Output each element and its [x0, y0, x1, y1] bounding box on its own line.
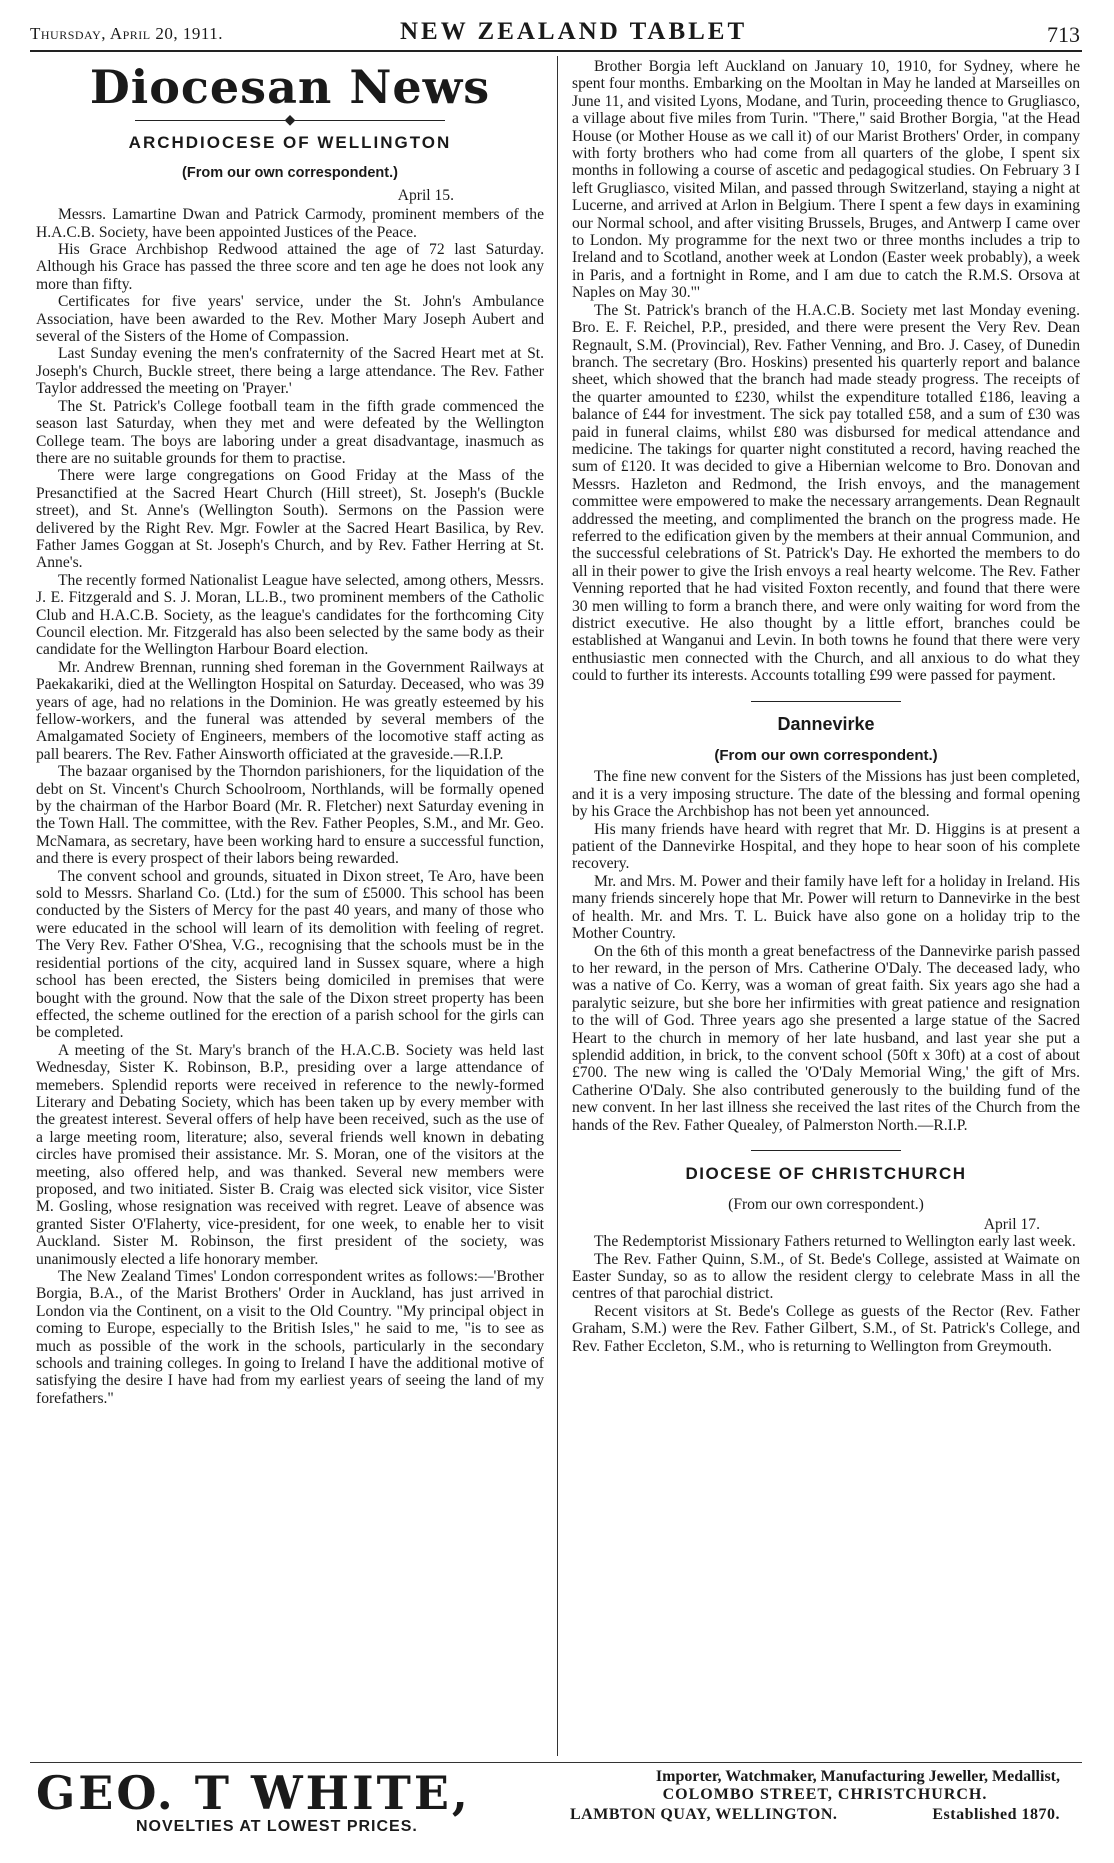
article-paragraph: The St. Patrick's College football team in the fifth grade commenced the season last Saturday, when they met and were defeated by the Wellington College team. The boys are laboring under a great disadvantage, inasmuch as there are no suitable grounds for them to practise.: [36, 397, 544, 467]
advert-address-wellington: [570, 1806, 1080, 1824]
advert-wellington-address: LAMBTON QUAY, WELLINGTON.: [570, 1806, 838, 1823]
article-paragraph: Last Sunday evening the men's confraternity of the Sacred Heart met at St. Joseph's Church, Buckle street, there being a large attendance. The Rev. Father Taylor addressed the meeting on 'Prayer.': [36, 345, 544, 398]
advert-tagline: NOVELTIES AT LOWEST PRICES.: [136, 1818, 418, 1835]
advert-name: GEO. T WHITE,: [36, 1766, 471, 1820]
article-paragraph: Messrs. Lamartine Dwan and Patrick Carmody, prominent members of the H.A.C.B. Society, have been appointed Justices of the Peace.: [36, 206, 544, 241]
advert-address-block: [570, 1768, 1080, 1824]
article-paragraph: Brother Borgia left Auckland on January 10, 1910, for Sydney, where he spent four months. Embarking on the Mooltan in May he landed at Marseilles on June 11, and visited Lyons, Modane, and Turin, proceeding thence to Grugliasco, a village about five miles from Turin. "There," said Brother Borgia, "at the Head House (or Mother House as we call it) of our Marist Brothers' Order, in company with forty brothers who had come from all quarters of the globe, I spent six months in following a course of ascetic and pedagogical studies. On February 3 I left Grugliasco, visited Milan, and passed through Switzerland, staying a night at Lucerne, and arrived at Arlon in Belgium. There I spent a few days in examining our Normal school, and after visiting Brussels, Bruges, and Antwerp I came over to London. My programme for the next two or three months includes a trip to Ireland and to Scotland, another week at London (Easter week probably), a week in Paris, and a fortnight in Rome, and I am due to catch the R.M.S. Orsova at Naples on May 30."': [572, 58, 1080, 302]
column-rule: [557, 56, 558, 1756]
header-rule: [30, 50, 1082, 52]
page-number: 713: [1047, 22, 1080, 47]
masthead-title: Diocesan News: [89, 60, 491, 114]
article-paragraph: The bazaar organised by the Thorndon parishioners, for the liquidation of the debt on St. Vincent's Church Schoolroom, Northlands, will be formally opened by the chairman of the Harbor Board (Mr. R. Fletcher) next Saturday evening in the Town Hall. The committee, with the Rev. Father Peoples, S.M., and Mr. Geo. McNamara, as secretary, have been working hard to ensure a successful function, and there is every prospect of their labors being rewarded.: [36, 763, 544, 868]
left-column: [36, 58, 544, 1748]
section-title-dannevirke: Dannevirke: [777, 713, 875, 734]
section-divider: [751, 701, 901, 702]
page-header: [30, 18, 1080, 48]
section-divider: [751, 1150, 901, 1151]
article-paragraph: Mr. Andrew Brennan, running shed foreman in the Government Railways at Paekakariki, died at the Wellington Hospital on Saturday. Deceased, who was 39 years of age, had no relations in the Dominion. He was greatly esteemed by his fellow-workers, and the funeral was attended by several members of the Amalgamated Society of Engineers, members of the locomotive staff acting as pall bearers. The Rev. Father Ainsworth officiated at the graveside.—R.I.P.: [36, 658, 544, 763]
article-paragraph: The recently formed Nationalist League have selected, among others, Messrs. J. E. Fitzgerald and S. J. Moran, LL.B., two prominent members of the Catholic Club and H.A.C.B. Society, as the league's candidates for the forthcoming City Council election. Mr. Fitzgerald has also been selected by the same body as their candidate for the Wellington Harbour Board election.: [36, 571, 544, 659]
article-paragraph: The New Zealand Times' London correspondent writes as follows:—'Brother Borgia, B.A., of the Marist Brothers' Order in Auckland, has just arrived in London via the Continent, on a visit to the Old Country. "My principal object in coming to Europe, especially to the British Isles," he said to me, "is to see as much as possible of the work in the schools, particularly in the secondary schools and training colleges. In going to Ireland I have the additional motive of satisfying the desire I have had from my earliest years of seeing the land of my forefathers.": [36, 1268, 544, 1407]
advert-name-block: [36, 1768, 536, 1836]
article-paragraph: Certificates for five years' service, under the St. John's Ambulance Association, have been awarded to the Rev. Mother Mary Joseph Aubert and several of the Sisters of the Home of Compassion.: [36, 293, 544, 346]
header-date: Thursday, April 20, 1911.: [30, 24, 224, 43]
article-paragraph: The convent school and grounds, situated in Dixon street, Te Aro, have been sold to Messrs. Sharland Co. (Ltd.) for the sum of £5000. This school has been conducted by the Sisters of Mercy for the past 40 years, and many of those who were educated in the school will learn of its demolition with feeling of regret. The Very Rev. Father O'Shea, V.G., recognising that the schools must be in the residential portions of the city, acquired land in Sussex square, where a high school has been erected, the Sisters being domiciled in premises that were bought with the ground. Now that the sale of the Dixon street property has been effected, the scheme outlined for the erection of a parish school for the girls can be completed.: [36, 867, 544, 1042]
article-paragraph: The St. Patrick's branch of the H.A.C.B. Society met last Monday evening. Bro. E. F. Reichel, P.P., presided, and there were present the Very Rev. Dean Regnault, S.M. (Provincial), Rev. Father Venning, and Bro. J. Casey, of Dunedin branch. The secretary (Bro. Hoskins) presented his quarterly report and balance sheet, which showed that the branch had made steady progress. The receipts of the quarter amounted to £230, whilst the expenditure totalled £186, leaving a balance of £44 for investment. The sick pay totalled £58, and a sum of £30 was paid in funeral claims, whilst £80 was disbursed for medical attendance and medicine. The takings for quarter night constituted a record, having reached the sum of £120. It was decided to give a Hibernian welcome to Bro. Donovan and Messrs. Hazleton and Redmond, the Irish envoys, and the management committee were empowered to make the necessary arrangements. Dean Regnault addressed the meeting, and complimented the branch on the progress made. He referred to the edification given by the members at their annual Communion, and the successful celebrations of St. Patrick's Day. He exhorted the members to do all in their power to give the Irish envoys a real hearty welcome. The Rev. Father Venning reported that he had visited Foxton recently, and found that there were 30 men willing to form a branch there, and were only waiting for word from the district executive. He also thought by a little effort, branches could be established at Wanganui and Levin. In both towns he found that there were very enthusiastic men connected with the Church, and all anxious to do what they could to further its interests. Accounts totalling £99 were passed for payment.: [572, 301, 1080, 685]
header-title: NEW ZEALAND TABLET: [400, 18, 748, 45]
article-paragraph: The Rev. Father Quinn, S.M., of St. Bede's College, assisted at Waimate on Easter Sunday, so as to allow the resident clergy to celebrate Mass in all the centres of that parochial district.: [572, 1250, 1080, 1303]
right-column: [572, 58, 1080, 1748]
article-paragraph: On the 6th of this month a great benefactress of the Dannevirke parish passed to her reward, in the person of Mrs. Catherine O'Daly. The deceased lady, who was a native of Co. Kerry, was a woman of great faith. Six years ago she had a paralytic seizure, but she bore her infirmities with great patience and resignation to the will of God. Three years ago she presented a large statue of the Sacred Heart to the church in memory of her late husband, and last year she put a splendid addition, in brick, to the convent school (50ft x 30ft) at a cost of about £700. The new wing is called the 'O'Daly Memorial Wing,' the gift of Mrs. Catherine O'Daly. She also contributed generously to the building fund of the new convent. In her last illness she received the last rites of the Church from the hands of the Rev. Father Quealey, of Palmerston North.—R.I.P.: [572, 942, 1080, 1134]
advert-address-christchurch: COLOMBO STREET, CHRISTCHURCH.: [662, 1786, 988, 1803]
advert-established: Established 1870.: [932, 1806, 1060, 1823]
correspondent-note: (From our own correspondent.): [728, 1196, 924, 1214]
article-paragraph: The fine new convent for the Sisters of the Missions has just been completed, and it is a very imposing structure. The date of the blessing and formal opening by his Grace the Archbishop has not been yet announced.: [572, 768, 1080, 821]
dateline: April 15.: [397, 186, 454, 204]
article-paragraph: A meeting of the St. Mary's branch of the H.A.C.B. Society was held last Wednesday, Sister K. Robinson, B.P., presiding over a large attendance of memebers. Splendid reports were received in reference to the newly-formed Literary and Debating Society, which has been taken up by every member with the greatest interest. Several offers of help have been received, such as the use of a large meeting room, literature; also, several friends well known in debating circles have promised their assistance. Mr. S. Moran, one of the visitors at the meeting, also offered help, and was thanked. Several new members were proposed, and two initiated. Sister B. Craig was elected sick visitor, vice Sister M. Gosling, whose resignation was received with regret. Leave of absence was granted Sister O'Flaherty, vice-president, for one week, to enable her to visit Auckland. Sister M. Robinson, the first president of the society, was unanimously elected a life honorary member.: [36, 1041, 544, 1268]
section-title-christchurch: DIOCESE OF CHRISTCHURCH: [685, 1163, 967, 1183]
footer-rule: [30, 1762, 1082, 1763]
correspondent-note: (From our own correspondent.): [714, 747, 938, 765]
article-paragraph: Recent visitors at St. Bede's College as guests of the Rector (Rev. Father Graham, S.M.) were the Rev. Father Gilbert, S.M., of St. Patrick's College, and Rev. Father Eccleton, S.M., who is returning to Wellington from Greymouth.: [572, 1302, 1080, 1355]
ornament-divider: ◆: [36, 114, 544, 128]
article-paragraph: There were large congregations on Good Friday at the Mass of the Presanctified at the Sacred Heart Church (Hill street), St. Joseph's (Buckle street), and St. Anne's (Wellington South). Sermons on the Passion were delivered by the Right Rev. Mgr. Fowler at the Sacred Heart Basilica, by Rev. Father James Goggan at St. Joseph's Church, and by Rev. Father Herring at St. Anne's.: [36, 467, 544, 572]
advert-trades: Importer, Watchmaker, Manufacturing Jeweller, Medallist,: [655, 1768, 1060, 1785]
article-paragraph: His Grace Archbishop Redwood attained the age of 72 last Saturday. Although his Grace has passed the three score and ten age he does not look any more than fifty.: [36, 241, 544, 293]
article-paragraph: His many friends have heard with regret that Mr. D. Higgins is at present a patient of the Dannevirke Hospital, and they hope to hear soon of his complete recovery.: [572, 820, 1080, 873]
dateline: April 17.: [983, 1215, 1040, 1233]
section-title-wellington: ARCHDIOCESE OF WELLINGTON: [128, 133, 452, 152]
correspondent-note: (From our own correspondent.): [182, 165, 398, 182]
article-paragraph: The Redemptorist Missionary Fathers returned to Wellington early last week.: [594, 1233, 1076, 1251]
article-paragraph: Mr. and Mrs. M. Power and their family have left for a holiday in Ireland. His many friends sincerely hope that Mr. Power will return to Dannevirke in the best of health. Mr. and Mrs. T. L. Buick have also gone on a holiday trip to the Mother Country.: [572, 872, 1080, 943]
